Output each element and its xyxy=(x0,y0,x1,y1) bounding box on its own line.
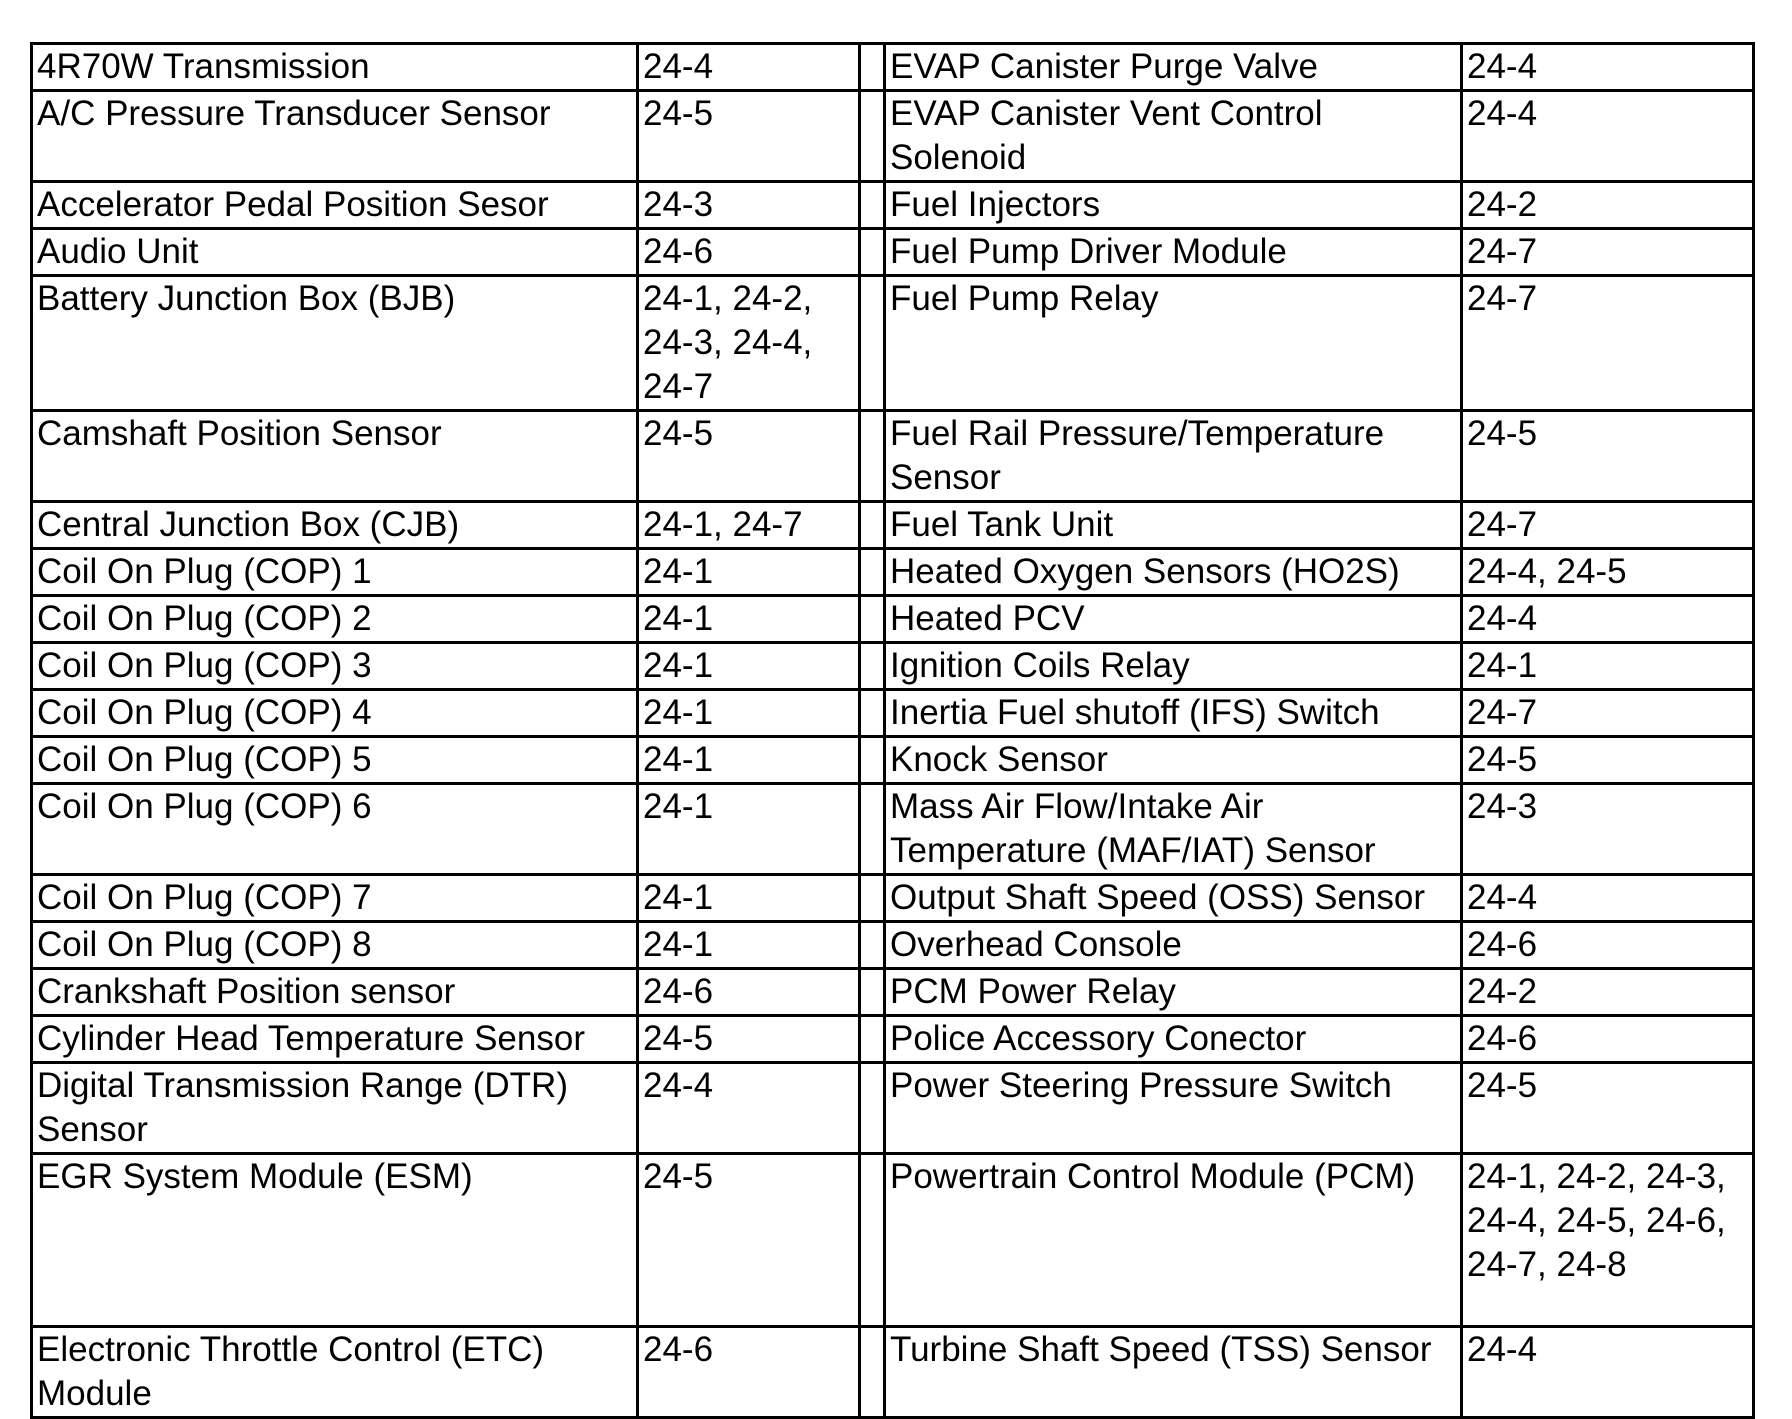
page-ref-right: 24-5 xyxy=(1462,411,1754,502)
component-name-right: EVAP Canister Purge Valve xyxy=(885,44,1462,91)
component-name-left: Cylinder Head Temperature Sensor xyxy=(32,1016,638,1063)
component-name-right: Turbine Shaft Speed (TSS) Sensor xyxy=(885,1327,1462,1418)
component-name-right: Fuel Pump Driver Module xyxy=(885,229,1462,276)
component-name-right: Powertrain Control Module (PCM) xyxy=(885,1154,1462,1327)
table-row xyxy=(32,1063,1754,1154)
component-name-right: Heated PCV xyxy=(885,596,1462,643)
page-ref-right: 24-5 xyxy=(1462,737,1754,784)
component-name-left: Audio Unit xyxy=(32,229,638,276)
table-row xyxy=(32,922,1754,969)
column-divider xyxy=(860,411,885,502)
component-name-left: 4R70W Transmission xyxy=(32,44,638,91)
table-row xyxy=(32,502,1754,549)
component-name-right: Heated Oxygen Sensors (HO2S) xyxy=(885,549,1462,596)
column-divider xyxy=(860,549,885,596)
table-row xyxy=(32,969,1754,1016)
column-divider xyxy=(860,1327,885,1418)
column-divider xyxy=(860,1063,885,1154)
component-name-left: Coil On Plug (COP) 7 xyxy=(32,875,638,922)
component-name-right: Ignition Coils Relay xyxy=(885,643,1462,690)
column-divider xyxy=(860,1154,885,1327)
component-name-left: Coil On Plug (COP) 6 xyxy=(32,784,638,875)
column-divider xyxy=(860,690,885,737)
page-ref-right: 24-1 xyxy=(1462,643,1754,690)
page-ref-left: 24-6 xyxy=(638,229,860,276)
column-divider xyxy=(860,875,885,922)
component-name-left: Camshaft Position Sensor xyxy=(32,411,638,502)
page-ref-right: 24-4 xyxy=(1462,596,1754,643)
column-divider xyxy=(860,502,885,549)
component-name-right: Police Accessory Conector xyxy=(885,1016,1462,1063)
column-divider xyxy=(860,643,885,690)
page-ref-left: 24-1 xyxy=(638,690,860,737)
page-ref-right: 24-7 xyxy=(1462,276,1754,411)
table-row xyxy=(32,875,1754,922)
page-ref-right: 24-1, 24-2, 24-3, 24-4, 24-5, 24-6, 24-7, 24-8 xyxy=(1462,1154,1754,1327)
page-ref-left: 24-1 xyxy=(638,922,860,969)
table-row xyxy=(32,549,1754,596)
page-ref-left: 24-6 xyxy=(638,969,860,1016)
column-divider xyxy=(860,922,885,969)
column-divider xyxy=(860,737,885,784)
component-name-left: Coil On Plug (COP) 1 xyxy=(32,549,638,596)
page-ref-left: 24-3 xyxy=(638,182,860,229)
component-name-left: Digital Transmission Range (DTR) Sensor xyxy=(32,1063,638,1154)
component-name-left: Coil On Plug (COP) 8 xyxy=(32,922,638,969)
component-name-right: Fuel Tank Unit xyxy=(885,502,1462,549)
table-row xyxy=(32,229,1754,276)
page-ref-right: 24-5 xyxy=(1462,1063,1754,1154)
table-row xyxy=(32,690,1754,737)
component-name-left: Electronic Throttle Control (ETC) Module xyxy=(32,1327,638,1418)
table-row xyxy=(32,1327,1754,1418)
page-ref-right: 24-2 xyxy=(1462,182,1754,229)
column-divider xyxy=(860,91,885,182)
table-row xyxy=(32,411,1754,502)
page-ref-left: 24-1 xyxy=(638,875,860,922)
page-ref-right: 24-6 xyxy=(1462,922,1754,969)
component-name-right: Output Shaft Speed (OSS) Sensor xyxy=(885,875,1462,922)
table-row xyxy=(32,276,1754,411)
page-ref-left: 24-4 xyxy=(638,44,860,91)
component-name-right: Knock Sensor xyxy=(885,737,1462,784)
page-ref-right: 24-2 xyxy=(1462,969,1754,1016)
component-name-left: Coil On Plug (COP) 4 xyxy=(32,690,638,737)
column-divider xyxy=(860,44,885,91)
column-divider xyxy=(860,784,885,875)
page-ref-right: 24-4 xyxy=(1462,91,1754,182)
page-ref-left: 24-1 xyxy=(638,737,860,784)
component-name-right: Fuel Rail Pressure/Temperature Sensor xyxy=(885,411,1462,502)
table-row xyxy=(32,737,1754,784)
table-row xyxy=(32,596,1754,643)
component-name-left: Central Junction Box (CJB) xyxy=(32,502,638,549)
page-ref-left: 24-4 xyxy=(638,1063,860,1154)
column-divider xyxy=(860,229,885,276)
component-name-left: EGR System Module (ESM) xyxy=(32,1154,638,1327)
component-name-right: PCM Power Relay xyxy=(885,969,1462,1016)
component-name-right: Overhead Console xyxy=(885,922,1462,969)
table-row xyxy=(32,44,1754,91)
page-ref-right: 24-4 xyxy=(1462,44,1754,91)
table-row xyxy=(32,91,1754,182)
page-ref-left: 24-1 xyxy=(638,549,860,596)
page-ref-right: 24-3 xyxy=(1462,784,1754,875)
table-row xyxy=(32,643,1754,690)
page-ref-right: 24-4 xyxy=(1462,875,1754,922)
column-divider xyxy=(860,276,885,411)
page-ref-left: 24-5 xyxy=(638,91,860,182)
page-ref-right: 24-7 xyxy=(1462,502,1754,549)
component-name-right: Fuel Pump Relay xyxy=(885,276,1462,411)
table-row xyxy=(32,1154,1754,1327)
column-divider xyxy=(860,596,885,643)
component-name-left: Crankshaft Position sensor xyxy=(32,969,638,1016)
component-index-table xyxy=(30,42,1755,1419)
page-ref-left: 24-1, 24-2, 24-3, 24-4, 24-7 xyxy=(638,276,860,411)
page-ref-left: 24-1 xyxy=(638,643,860,690)
component-name-left: Coil On Plug (COP) 5 xyxy=(32,737,638,784)
column-divider xyxy=(860,182,885,229)
page-ref-left: 24-1, 24-7 xyxy=(638,502,860,549)
page-ref-right: 24-7 xyxy=(1462,229,1754,276)
page-ref-left: 24-5 xyxy=(638,1154,860,1327)
page-ref-right: 24-7 xyxy=(1462,690,1754,737)
page-ref-right: 24-6 xyxy=(1462,1016,1754,1063)
component-name-left: Accelerator Pedal Position Sesor xyxy=(32,182,638,229)
table-row xyxy=(32,1016,1754,1063)
component-name-left: Battery Junction Box (BJB) xyxy=(32,276,638,411)
component-name-left: A/C Pressure Transducer Sensor xyxy=(32,91,638,182)
column-divider xyxy=(860,969,885,1016)
component-name-right: EVAP Canister Vent Control Solenoid xyxy=(885,91,1462,182)
table-row xyxy=(32,182,1754,229)
page-ref-left: 24-6 xyxy=(638,1327,860,1418)
page-ref-left: 24-1 xyxy=(638,596,860,643)
page-ref-left: 24-1 xyxy=(638,784,860,875)
component-name-right: Mass Air Flow/Intake Air Temperature (MAF/IAT) Sensor xyxy=(885,784,1462,875)
page-ref-right: 24-4 xyxy=(1462,1327,1754,1418)
component-name-left: Coil On Plug (COP) 3 xyxy=(32,643,638,690)
page-ref-left: 24-5 xyxy=(638,411,860,502)
page-ref-left: 24-5 xyxy=(638,1016,860,1063)
component-name-left: Coil On Plug (COP) 2 xyxy=(32,596,638,643)
page-ref-right: 24-4, 24-5 xyxy=(1462,549,1754,596)
column-divider xyxy=(860,1016,885,1063)
component-name-right: Power Steering Pressure Switch xyxy=(885,1063,1462,1154)
component-name-right: Fuel Injectors xyxy=(885,182,1462,229)
table-row xyxy=(32,784,1754,875)
component-index-body xyxy=(32,44,1754,1418)
component-name-right: Inertia Fuel shutoff (IFS) Switch xyxy=(885,690,1462,737)
